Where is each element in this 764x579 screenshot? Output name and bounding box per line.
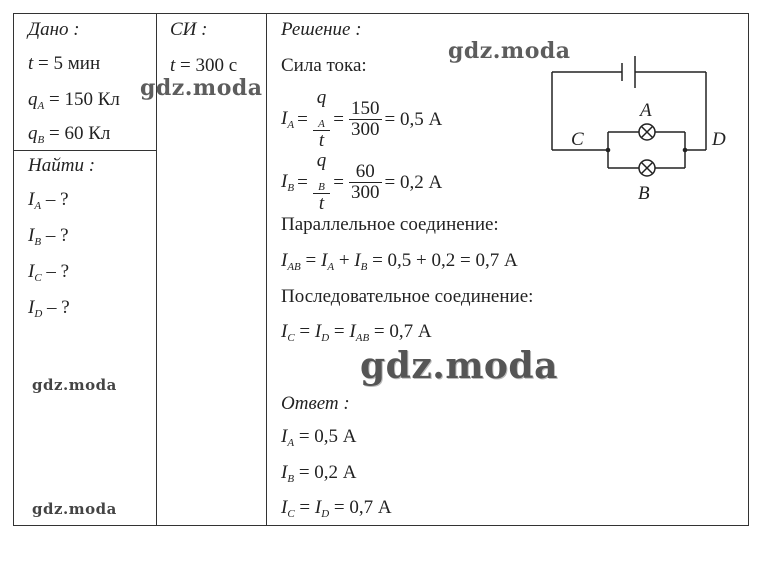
si-time: t = 300 с	[170, 55, 238, 76]
current-label: Сила тока:	[281, 55, 367, 76]
watermark-left: gdz.moda	[140, 75, 263, 101]
given-charge-b: $q_B = 60$ Кл	[28, 123, 111, 146]
label-b: B	[638, 183, 650, 200]
answer-ib: $I_B = 0,2$ А	[281, 462, 357, 485]
formula-series: $I_C = I_D = I_{AB} = 0,7$ А	[281, 321, 432, 344]
row-divider-given-find	[14, 150, 156, 151]
given-time: t = 5 мин	[28, 53, 101, 74]
label-d: D	[712, 129, 726, 150]
column-divider-si-solution	[266, 14, 267, 525]
node-d	[683, 148, 688, 153]
formula-parallel: $I_{AB} = I_A + I_B = 0,5 + 0,2 = 0,7$ А	[281, 250, 518, 273]
label-c: C	[571, 129, 584, 150]
parallel-label: Параллельное соединение:	[281, 214, 499, 235]
find-item-id: $I_D$ – ?	[28, 297, 70, 320]
find-item-ic: $I_C$ – ?	[28, 261, 70, 284]
watermark-small-2: gdz.moda	[32, 500, 117, 518]
label-a: A	[640, 100, 652, 121]
solution-header: Решение :	[281, 19, 362, 40]
series-label: Последовательное соединение:	[281, 286, 534, 307]
find-item-ib: $I_B$ – ?	[28, 225, 69, 248]
find-item-ia: $I_A$ – ?	[28, 189, 69, 212]
answer-header: Ответ :	[281, 393, 350, 414]
si-header: СИ :	[170, 19, 208, 40]
formula-ib: $I_B$ = q $_B$ t = $\frac{60}{300}$ = 0,2 А	[281, 150, 443, 215]
formula-ia: $I_A$ = q $_A$ t = $\frac{150}{300}$ = 0,5 А	[281, 87, 443, 152]
watermark-center: gdz.moda	[360, 345, 558, 387]
watermark-top: gdz.moda	[448, 38, 571, 64]
given-header: Дано :	[28, 19, 80, 40]
find-header: Найти :	[28, 155, 96, 176]
circuit-diagram	[540, 50, 740, 200]
answer-ia: $I_A = 0,5$ А	[281, 426, 357, 449]
answer-ic-id: $I_C = I_D = 0,7$ А	[281, 497, 392, 520]
watermark-small-1: gdz.moda	[32, 376, 117, 394]
given-charge-a: $q_A = 150$ Кл	[28, 89, 120, 112]
node-c	[606, 148, 611, 153]
